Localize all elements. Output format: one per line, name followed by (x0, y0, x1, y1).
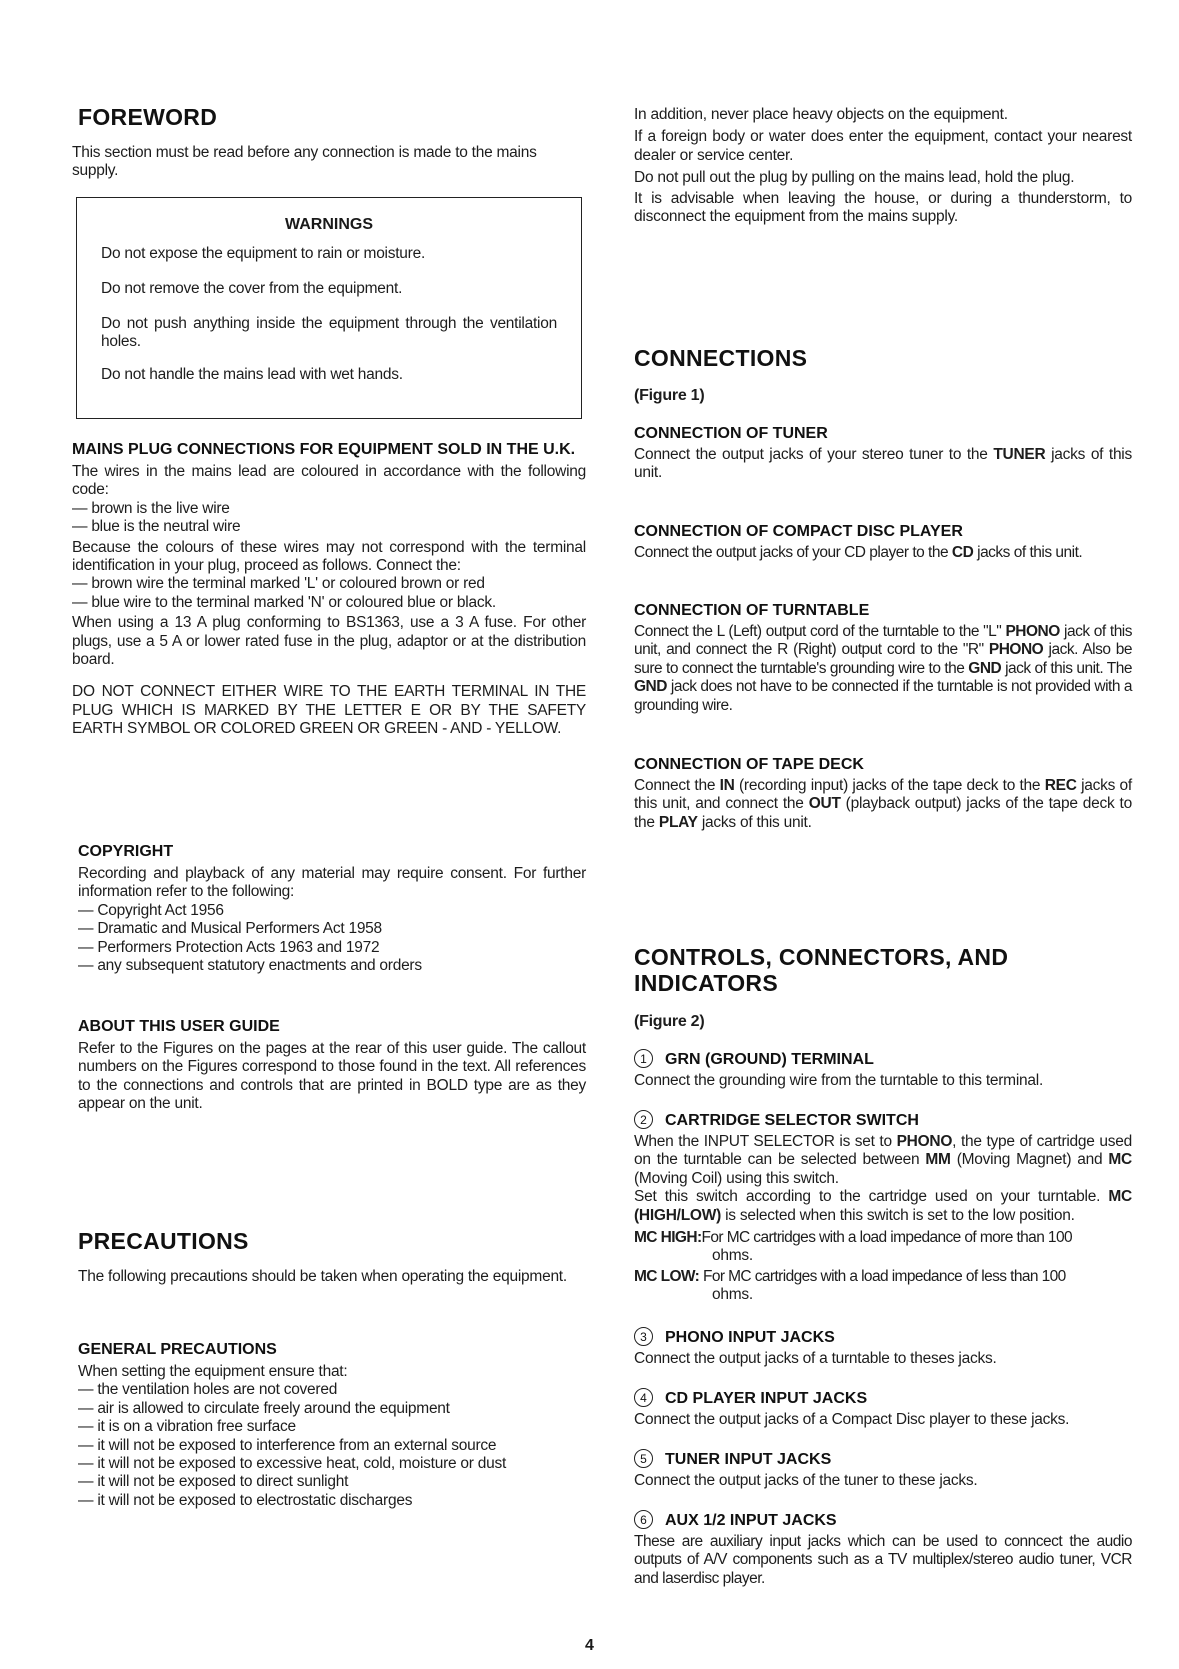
control-title-text: AUX 1/2 INPUT JACKS (665, 1512, 837, 1529)
foreword-section (78, 104, 586, 130)
safety-note: It is advisable when leaving the house, or during a thunderstorm, to disconnect the equipment from the mains supply. (634, 189, 1132, 226)
mc-high-note (634, 1229, 1132, 1247)
warning-item: Do not push anything inside the equipment through the ventilation holes. (101, 315, 557, 351)
text-run: jack of this unit, and connect the R (Right) output cord to the "R" (634, 623, 1133, 659)
list-item: — brown is the live wire (72, 500, 586, 518)
control-title (634, 1510, 1132, 1530)
control-text: These are auxiliary input jacks which can be used to conncect the audio outputs of A/V components such as a TV multiplex/stereo audio tuner, VCR and laserdisc player. (634, 1533, 1132, 1587)
copyright-section (78, 842, 586, 975)
connection-tape-title: CONNECTION OF TAPE DECK (634, 756, 864, 773)
label-phono: PHONO (1005, 623, 1060, 640)
text-run: For MC cartridges with a load impedance of less than 100 (699, 1267, 1066, 1285)
list-item: — it will not be exposed to direct sunlight (78, 1473, 586, 1491)
title-line: CONTROLS, CONNECTORS, AND (634, 944, 1009, 970)
list-item: — the ventilation holes are not covered (78, 1381, 586, 1399)
connection-turntable-title: CONNECTION OF TURNTABLE (634, 602, 870, 619)
general-precautions-title: GENERAL PRECAUTIONS (78, 1341, 277, 1358)
control-item-4 (634, 1388, 1132, 1429)
text-run: jacks of this unit. (697, 813, 812, 831)
warning-item: Do not remove the cover from the equipment. (101, 280, 403, 297)
mc-high-ohms: ohms. (712, 1247, 753, 1265)
control-title (634, 1110, 1132, 1130)
warnings-box (76, 197, 582, 419)
connections-title: CONNECTIONS (634, 345, 808, 371)
foreword-intro: This section must be read before any connection is made to the mains supply. (72, 144, 537, 180)
connection-tape-text (634, 777, 1132, 832)
control-text: Connect the grounding wire from the turntable to this terminal. (634, 1072, 1044, 1089)
text-run: jack of this unit. The (1001, 659, 1132, 677)
label-gnd: GND (634, 678, 667, 696)
list-item: — Performers Protection Acts 1963 and 1972 (78, 939, 586, 957)
label-mc-high-low: MC (HIGH/LOW) (634, 1188, 1132, 1224)
general-precautions (78, 1340, 586, 1510)
callout-number: 3 (634, 1327, 653, 1346)
general-precautions-intro: When setting the equipment ensure that: (78, 1363, 348, 1380)
control-title (634, 1449, 1132, 1469)
connection-tuner-title: CONNECTION OF TUNER (634, 425, 828, 442)
text-run: Connect the L (Left) output cord of the turntable to the "L" (634, 623, 1006, 640)
control-item-6 (634, 1510, 1132, 1588)
control-text (634, 1188, 1132, 1225)
connections-section (634, 345, 1132, 371)
mains-section (72, 440, 586, 739)
label-rec: REC (1044, 777, 1077, 794)
list-item: — Copyright Act 1956 (78, 902, 586, 920)
control-text: Connect the output jacks of a Compact Disc player to these jacks. (634, 1411, 1070, 1428)
list-item: — it will not be exposed to electrostatic discharges (78, 1492, 586, 1510)
figure-label: (Figure 2) (634, 1013, 705, 1030)
connections-figure (634, 386, 1132, 405)
label-mc-low: MC LOW: (634, 1267, 700, 1285)
mains-title: MAINS PLUG CONNECTIONS FOR EQUIPMENT SOLD IN THE U.K. (72, 441, 576, 458)
callout-number: 5 (634, 1449, 653, 1468)
control-title-text: GRN (GROUND) TERMINAL (665, 1051, 874, 1068)
precautions-title: PRECAUTIONS (78, 1228, 249, 1254)
list-item: — Dramatic and Musical Performers Act 1958 (78, 920, 586, 938)
warning-item: Do not handle the mains lead with wet hands. (101, 366, 403, 383)
safety-notes (634, 106, 1132, 226)
label-in: IN (719, 777, 735, 794)
connection-turntable (634, 601, 1132, 715)
copyright-title: COPYRIGHT (78, 843, 174, 860)
mc-low-note (634, 1268, 1132, 1286)
text-run: is set to (834, 1133, 897, 1150)
control-text: Connect the output jacks of a turntable to theses jacks. (634, 1350, 997, 1367)
foreword-intro-block (72, 144, 586, 181)
list-item: — brown wire the terminal marked 'L' or coloured brown or red (72, 575, 586, 593)
mains-p4: DO NOT CONNECT EITHER WIRE TO THE EARTH TERMINAL IN THE PLUG WHICH IS MARKED BY THE LETTER E OR BY THE SAFETY EARTH SYMBOL OR COLORED GREEN OR GREEN - AND - YELLOW. (72, 683, 586, 738)
warning-item: Do not expose the equipment to rain or moisture. (101, 245, 426, 262)
control-item-3 (634, 1327, 1132, 1368)
control-title (634, 1388, 1132, 1408)
text-run: For MC cartridges with a load impedance of more than 100 (701, 1229, 1072, 1247)
guide-title: ABOUT THIS USER GUIDE (78, 1018, 280, 1035)
text-run: When the (634, 1133, 704, 1150)
title-line: INDICATORS (634, 970, 778, 996)
label-cd: CD (951, 544, 974, 561)
text-run: Connect the output jacks of your stereo tuner to the (634, 446, 994, 463)
callout-number: 6 (634, 1510, 653, 1529)
text-run: Connect the output jacks of your CD player to the (634, 544, 952, 561)
safety-note: In addition, never place heavy objects on the equipment. (634, 106, 1008, 123)
connection-tuner (634, 424, 1132, 483)
guide-section (78, 1017, 586, 1114)
precautions-intro-block (78, 1268, 586, 1286)
control-title-text: CARTRIDGE SELECTOR SWITCH (665, 1112, 919, 1129)
label-mm: MM (925, 1151, 951, 1169)
controls-figure (634, 1012, 1132, 1031)
precautions-section (78, 1228, 586, 1254)
mc-low-ohms: ohms. (712, 1286, 753, 1304)
connection-tape (634, 755, 1132, 832)
control-item-1 (634, 1049, 1132, 1090)
warnings-title: WARNINGS (285, 216, 373, 233)
mains-p1: The wires in the mains lead are coloured in accordance with the following code: (72, 463, 586, 499)
controls-title (634, 944, 1132, 996)
list-item: — blue wire to the terminal marked 'N' or coloured blue or black. (72, 594, 586, 612)
list-item: — blue is the neutral wire (72, 518, 586, 536)
label-phono: PHONO (988, 641, 1044, 659)
mains-p2: Because the colours of these wires may not correspond with the terminal identification in your plug, proceed as follows. Connect the: (72, 538, 586, 575)
label-out: OUT (808, 795, 841, 813)
text-run: (Moving Coil) using this switch. (634, 1169, 839, 1187)
callout-number: 1 (634, 1049, 653, 1068)
connection-cd-text (634, 544, 1132, 562)
control-title (634, 1049, 1132, 1069)
text-run: jacks of this unit. (973, 544, 1083, 561)
control-item-2 (634, 1110, 1132, 1305)
mains-p3: When using a 13 A plug conforming to BS1363, use a 3 A fuse. For other plugs, use a 5 A or lower rated fuse in the plug, adaptor or at the distribution board. (72, 614, 586, 669)
label-phono: PHONO (896, 1133, 953, 1150)
callout-number: 2 (634, 1110, 653, 1129)
page-number: 4 (585, 1637, 594, 1654)
text-run: jack. Also be sure to connect the turntable's grounding wire to the (634, 641, 1133, 677)
text-run: (recording input) jacks of the tape deck to the (734, 777, 1045, 794)
connection-turntable-text (634, 623, 1132, 715)
label-play: PLAY (658, 813, 698, 831)
list-item: — air is allowed to circulate freely around the equipment (78, 1400, 586, 1418)
label-tuner: TUNER (993, 446, 1046, 463)
label-mc: MC (1108, 1151, 1132, 1169)
text-run: Connect the (634, 777, 720, 794)
control-title-text: TUNER INPUT JACKS (665, 1451, 832, 1468)
connection-cd (634, 522, 1132, 562)
control-text: Connect the output jacks of the tuner to these jacks. (634, 1472, 978, 1489)
label-mc-high: MC HIGH: (634, 1229, 702, 1247)
list-item: — any subsequent statutory enactments and orders (78, 957, 586, 975)
list-item: — it will not be exposed to interference from an external source (78, 1437, 586, 1455)
label-input-selector: INPUT SELECTOR (703, 1133, 835, 1150)
safety-note: If a foreign body or water does enter the equipment, contact your nearest dealer or service center. (634, 128, 1132, 164)
list-item: — it is on a vibration free surface (78, 1418, 586, 1436)
safety-note: Do not pull out the plug by pulling on the mains lead, hold the plug. (634, 169, 1075, 187)
label-gnd: GND (968, 659, 1002, 677)
text-run: (Moving Magnet) and (950, 1151, 1109, 1169)
control-title-text: CD PLAYER INPUT JACKS (665, 1390, 868, 1407)
text-run: is selected when this switch is set to the low position. (721, 1206, 1075, 1224)
control-title-text: PHONO INPUT JACKS (665, 1329, 835, 1346)
text-run: jacks of this unit. (634, 446, 1133, 482)
text-run: Set this switch according to the cartridge used on your turntable. (634, 1188, 1109, 1206)
control-text (634, 1133, 1132, 1188)
text-run: jacks of this unit, and connect the (634, 777, 1132, 813)
figure-label: (Figure 1) (634, 387, 705, 404)
text-run: jack does not have to be connected if the turntable is not provided with a grounding wire. (634, 678, 1132, 714)
text-run: , the type of cartridge used on the turntable can be selected between (634, 1133, 1132, 1169)
connection-tuner-text (634, 446, 1132, 483)
connection-cd-title: CONNECTION OF COMPACT DISC PLAYER (634, 523, 963, 540)
control-title (634, 1327, 1132, 1347)
callout-number: 4 (634, 1388, 653, 1407)
copyright-p1: Recording and playback of any material may require consent. For further information refer to the following: (78, 865, 586, 901)
foreword-title: FOREWORD (78, 104, 218, 130)
guide-p1: Refer to the Figures on the pages at the rear of this user guide. The callout numbers on the Figures correspond to those found in the text. All references to the connections and controls that are printed in BOLD type are as they appear on the unit. (78, 1040, 586, 1113)
precautions-p1: The following precautions should be taken when operating the equipment. (78, 1268, 567, 1285)
list-item: — it will not be exposed to excessive heat, cold, moisture or dust (78, 1455, 586, 1473)
controls-section (634, 944, 1132, 996)
text-run: (playback output) jacks of the tape deck to the (634, 795, 1132, 831)
control-item-5 (634, 1449, 1132, 1490)
